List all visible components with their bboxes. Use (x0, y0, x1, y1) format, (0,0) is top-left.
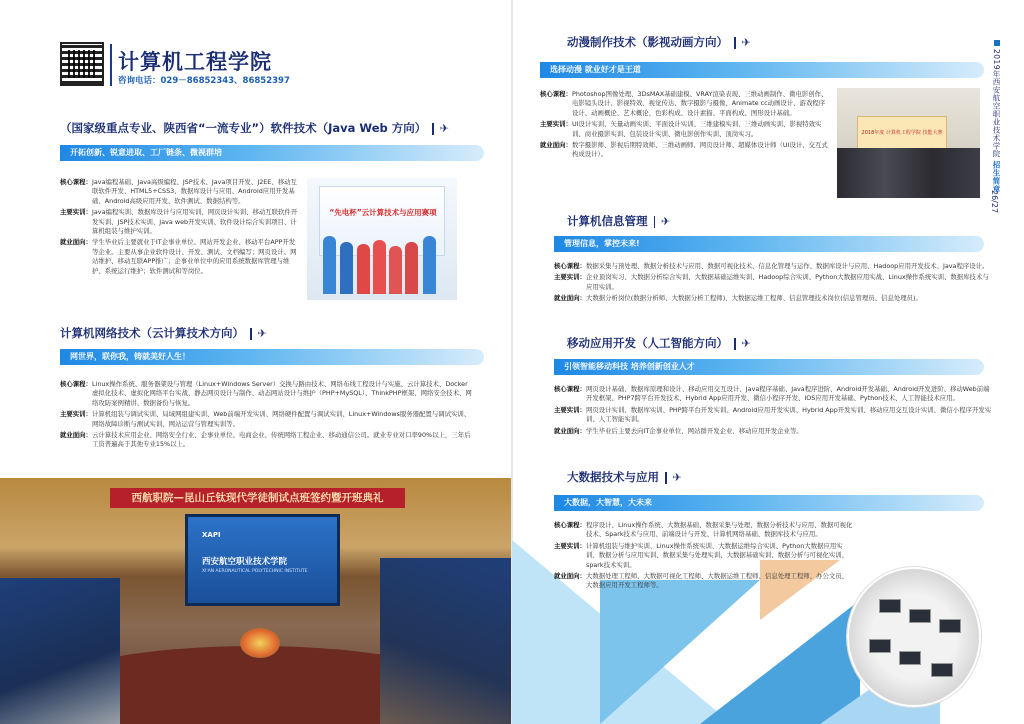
software-title-text: （国家级重点专业、陕西省“一流专业”）软件技术（Java Web 方向） (60, 121, 427, 135)
practice-label: 主要实训： (60, 208, 92, 217)
computer (909, 609, 931, 623)
person (389, 246, 402, 294)
flower-arrangement (240, 628, 280, 658)
core-courses: 网页设计基础、数据库原理和设计、移动应用交互设计、Java程序基础、Java程序进阶、Android开发基础、Android开发进阶、移动Web前端开发框架、PHP7跨平台开发技术、Hybrid App应用开发、微信小程序开发、IOS应用开发基础、Python技术、人工智能技术应用。 (586, 385, 990, 403)
info-mgmt-info (554, 262, 994, 306)
screen-subtitle: XI'AN AERONAUTICAL POLYTECHNIC INSTITUTE (202, 569, 308, 574)
core-courses: 程序设计、Linux操作系统、大数据基础、数据采集与处理、数据分析技术与应用、数据可视化技术、Spark技术与应用、前端设计与开发、计算机网络基础、数据库技术与应用。 (586, 521, 853, 539)
job-label: 就业面向： (554, 572, 586, 581)
attendees-left (0, 578, 120, 724)
qr-code (62, 44, 102, 84)
job-label: 就业面向： (60, 238, 92, 247)
network-title (60, 325, 267, 341)
title-divider (734, 338, 736, 350)
computer-lab-photo (847, 567, 981, 707)
software-ribbon: 开拓创新、锐意进取、工厂链条、微视群培 (60, 145, 484, 161)
practice-courses: Java编程实训、数据库设计与应用实训、网页设计实训、移动互联软件开发实训、JSP技术实训、Java web开发实训、软件设计综合实训项目、计算机组装与维护实训。 (92, 208, 298, 236)
network-info (60, 380, 472, 452)
bigdata-title-text: 大数据技术与应用 (567, 470, 659, 484)
job-label: 就业面向： (554, 426, 586, 435)
plane-icon: ✈ (741, 337, 751, 350)
practice-label: 主要实训： (60, 410, 92, 419)
ceremony-banner: 西航职院—昆山丘钛现代学徒制试点班签约暨开班典礼 (110, 488, 405, 508)
bigdata-info (554, 521, 854, 593)
title-divider (665, 472, 667, 484)
computer (879, 599, 901, 613)
screen-title: 西安航空职业技术学院 (202, 557, 288, 567)
plane-icon: ✈ (672, 471, 682, 484)
job-label: 就业面向： (540, 141, 572, 150)
info-mgmt-title-text: 计算机信息管理 (567, 214, 648, 228)
title-divider (654, 216, 656, 228)
software-title (60, 120, 449, 136)
group-people (837, 148, 980, 198)
person (340, 242, 353, 294)
practice-courses: 计算机组装与维护实训、Linux操作系统实训、大数据运维综合实训、Python大数据应用实训、数据分析与应用实训、数据采集与处理实训、大数据基础实训、数据分析与可视化实训、spark技术实训。 (586, 541, 849, 569)
person (323, 236, 336, 294)
job-directions: 大数据分析岗位(数据分析师、大数据分析工程师)、大数据运维工程师、信息管理技术岗位(信息管理员、信息处理员)。 (586, 294, 922, 303)
person (373, 240, 386, 294)
plane-icon: ✈ (257, 327, 267, 340)
job-directions: 学生毕业后主要就业于IT企事业单位、网站开发企业、移动平台APP开发等企业。主要从事企业软件设计、开发、测试、文档编写；网页设计、网站维护、移动互联APP推广；企事业单位中的应用系统数据库管理与维护、系统运行维护；软件测试和等岗位。 (92, 238, 297, 275)
bigdata-title (567, 469, 682, 485)
spine-marker (994, 40, 1000, 46)
header-divider (110, 44, 112, 86)
person (423, 236, 436, 294)
core-label: 核心课程： (554, 521, 586, 529)
core-courses: Photoshop图像处理、3DsMAX基础建模、VRAY渲染表现、三维动画制作、微电影创作、电影镜头设计、影视特效、视觉传达、数字摄影与摄像、Animate cc动画设计、游戏程序设计、动画概论、艺术概论、色彩构成、设计素描、平面构成、图形设计基础。 (572, 90, 828, 117)
practice-courses: 计算机组装与调试实训、局域网组建实训、Web前端开发实训、网络硬件配置与调试实训、Linux+Windows服务器配置与调试实训、网络故障诊断与测试实训、网站运营与管理实训等。 (92, 410, 471, 428)
core-courses: 数据采集与预处理、数据分析技术与应用、数据可视化技术、信息化管理与运作、数据库设计与应用、Hadoop应用开发技术、Java程序设计。 (586, 262, 989, 270)
plane-icon: ✈ (439, 122, 449, 135)
practice-courses: 企业顶岗实习、大数据分析综合实训、大数据基础运维实训、Hadoop综合实训、Python大数据应用实战、Linux操作系统实训、数据库技术与应用实训。 (586, 273, 989, 291)
practice-label: 主要实训： (554, 273, 586, 282)
page-number: 26/27 (990, 190, 999, 214)
practice-label: 主要实训： (554, 541, 586, 550)
mobile-title-text: 移动应用开发（人工智能方向） (567, 336, 728, 350)
info-mgmt-ribbon: 管理信息，掌控未来! (554, 236, 984, 252)
mobile-ribbon: 引领智能移动科技 培养创新创业人才 (554, 359, 984, 375)
practice-courses: UI设计实训、矢量动画实训、平面设计实训、三维建模实训、三维动画实训、影视特效实训、商业摄影实训、包装设计实训、微电影创作实训、顶岗实习。 (572, 120, 822, 138)
animation-title (567, 34, 751, 50)
plane-icon: ✈ (741, 36, 751, 49)
person (357, 244, 370, 294)
computer (899, 651, 921, 665)
job-directions: 数字摄影师、影视后期特效师、三维动画师、网页设计师、超媒体设计师（UI设计、交互式构成设计）。 (572, 141, 828, 159)
job-directions: 学生毕业后主要去向IT企事业单位、网站群开发企业、移动应用开发企业等。 (586, 426, 803, 435)
animation-ribbon: 选择动漫 就业好才是王道 (540, 62, 984, 78)
attendees-right (380, 558, 512, 724)
network-ribbon: 网世界，联你我，铸就美好人生！ (60, 349, 484, 365)
spine-year-text: 2019年西安航空职业技术学院 (992, 49, 1001, 159)
competition-board-text: “先电杯”云计算技术与应用赛项 (329, 208, 437, 217)
bigdata-ribbon: 大数据，大智慧，大未来 (554, 495, 984, 511)
award-board-text: 2018年度 计算机工程学院 技能大赛 (861, 130, 943, 136)
mobile-info (554, 385, 994, 438)
core-courses: Linux操作系统、服务器架设与管理（Linux+Windows Server）交换与路由技术、网络布线工程设计与实施、云计算技术、Docker虚拟化技术、虚拟化网络平台实战、静态网页设计与制作、动态网站设计与维护（PHP+MySQL）、ThinkPHP框架、网络安全技术、网络攻防案例精讲、数据备份与恢复。 (92, 380, 472, 407)
network-title-text: 计算机网络技术（云计算技术方向） (60, 326, 244, 340)
practice-courses: 网页设计实训、数据库实训、PHP跨平台开发实训、Android应用开发实训、Hybrid App开发实训、移动应用交互设计实训、微信小程序开发实训、人工智能实训。 (586, 405, 992, 424)
core-label: 核心课程： (554, 262, 586, 270)
info-mgmt-title (567, 213, 670, 229)
computer (939, 619, 961, 633)
screen-logo: XAPI (202, 531, 221, 539)
college-title: 计算机工程学院 (118, 50, 272, 74)
competition-photo (307, 178, 457, 300)
computer (869, 639, 891, 653)
job-label: 就业面向： (60, 431, 92, 440)
core-label: 核心课程： (60, 380, 92, 388)
animation-info (540, 90, 830, 162)
job-directions: 大数据处理工程师、大数据可视化工程师、大数据运维工程师、信息处理工程师、办公文员、大数据应用开发工程师等。 (586, 572, 849, 590)
practice-label: 主要实训： (554, 405, 586, 414)
signing-ceremony-photo (0, 478, 512, 724)
title-divider (250, 328, 252, 340)
core-label: 核心课程： (554, 385, 586, 393)
spine-text (991, 49, 1002, 193)
job-directions: 云计算技术应用企业、网络安全行业、企事业单位、电商企业、传统网络工程企业、移动通信公司。就业专业对口率90%以上，三年后工资普遍高于其他专业15%以上。 (92, 431, 471, 449)
practice-label: 主要实训： (540, 120, 572, 129)
job-label: 就业面向： (554, 294, 586, 303)
core-courses: Java编程基础、Java高级编程、JSP技术、Java项目开发、J2EE、移动互联软件开发、HTML5+CSS3、数据库设计与应用、Android应用开发基础、Android高级应用开发、软件测试、数据结构等。 (92, 178, 297, 205)
projection-screen (185, 514, 340, 606)
animation-title-text: 动漫制作技术（影视动画方向） (567, 35, 728, 49)
core-label: 核心课程： (60, 178, 92, 186)
title-divider (432, 123, 434, 135)
software-info (60, 178, 300, 278)
title-divider (734, 37, 736, 49)
core-label: 核心课程： (540, 90, 572, 98)
person (405, 242, 418, 294)
award-group-photo (837, 88, 980, 198)
mobile-title (567, 335, 751, 351)
contact-phone: 咨询电话：029－86852343、86852397 (118, 76, 290, 86)
spine-highlight: 招生简章 (992, 160, 1001, 193)
computer (931, 663, 953, 677)
plane-icon: ✈ (661, 215, 671, 228)
